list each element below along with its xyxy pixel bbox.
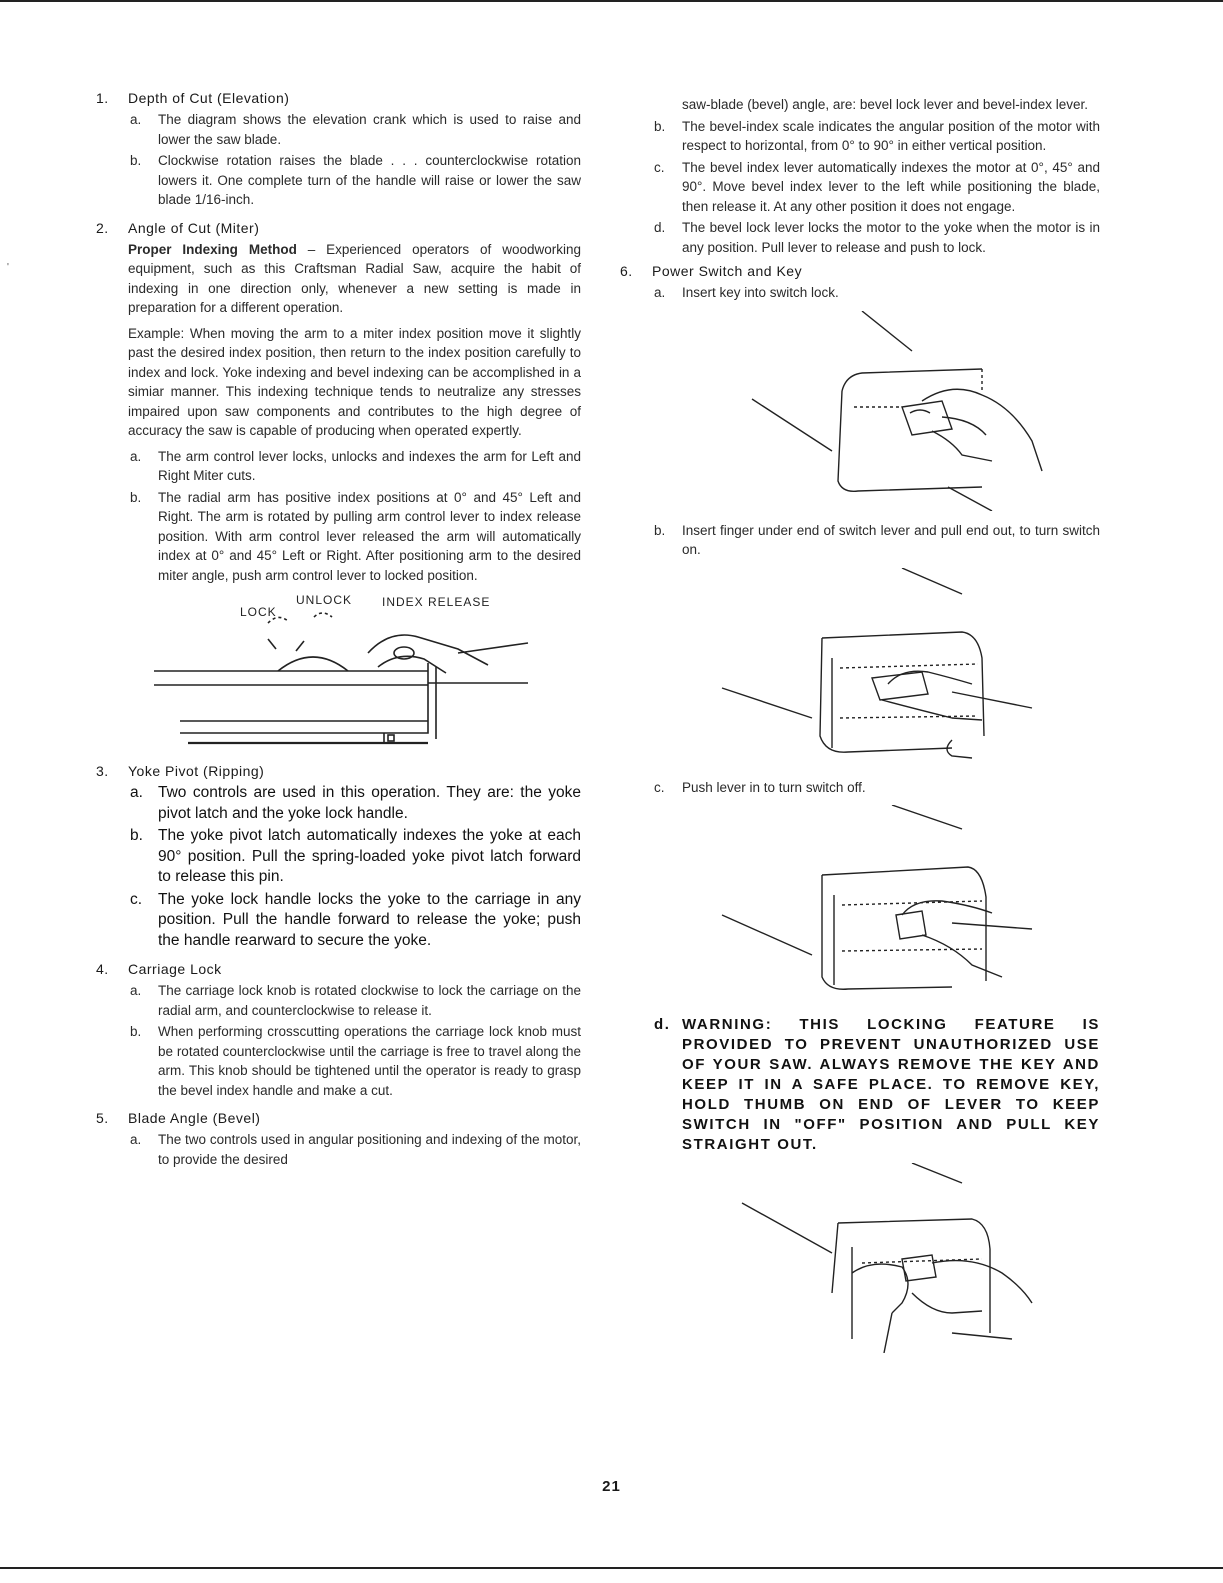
section-title: Carriage Lock <box>128 961 222 977</box>
fig-label-unlock: UNLOCK <box>296 593 353 607</box>
item-letter: b. <box>130 489 142 505</box>
remove-key-drawing <box>652 1163 1072 1353</box>
section-title: Blade Angle (Bevel) <box>128 1110 261 1126</box>
item-letter: b. <box>654 522 666 538</box>
item-letter: d. <box>654 220 666 235</box>
paragraph <box>128 240 581 318</box>
item-text: Insert key into switch lock. <box>682 285 839 300</box>
insert-key-drawing <box>652 311 1072 511</box>
item-letter: d. <box>654 1016 671 1033</box>
arm-control-lever-illustration <box>128 593 581 753</box>
paragraph: Example: When moving the arm to a miter index position move it slightly past the desired index position, then return to the index position carefully to index and lock. Yoke indexing and bevel indexing can be accomplished in a simiar manner. This indexing technique tends to neutralize any stresses impaired upon saw components and contributes to the high degree of accuracy the saw is capable of producing when operated expertly. <box>128 325 581 438</box>
list-item <box>128 981 581 1020</box>
paragraph-text: – Experienced operators of woodworking equipment, such as this Craftsman Radial Saw, acquire the habit of indexing in one direction only, whenever a new setting is made in preparation for a different operation. <box>128 241 581 315</box>
list-item <box>128 783 581 824</box>
item-letter: c. <box>654 779 665 795</box>
item-text: The bevel index lever automatically indexes the motor at 0°, 45° and 90°. Move bevel index lever to the left while positioning the blade, then release it. At any other position it does not engage. <box>682 159 1100 214</box>
bottom-border <box>0 1567 1223 1569</box>
section-title: Power Switch and Key <box>652 263 803 279</box>
item-letter: b. <box>654 118 666 134</box>
item-letter: b. <box>130 827 143 844</box>
list-item <box>128 890 581 952</box>
list-item <box>128 488 581 586</box>
item-letter: a. <box>130 983 142 998</box>
item-text: Insert finger under end of switch lever and pull end out, to turn switch on. <box>682 522 1100 557</box>
page-number: 21 <box>602 1478 621 1495</box>
item-text: The yoke lock handle locks the yoke to the carriage in any position. Pull the handle forward to release the yoke; push the handle rearward to secure the yoke. <box>158 890 581 949</box>
switch-on-drawing <box>652 568 1072 768</box>
section-depth-of-cut <box>96 90 581 210</box>
paragraph-heading: Proper Indexing Method <box>128 241 297 257</box>
fig-label-lock: LOCK <box>240 605 277 619</box>
list-item <box>652 158 1100 217</box>
list-item <box>128 826 581 888</box>
warning-text: WARNING: THIS LOCKING FEATURE IS PROVIDED TO PREVENT UNAUTHORIZED USE OF YOUR SAW. ALWAYS REMOVE THE KEY AND KEEP IT IN A SAFE PLACE. TO REMOVE KEY, HOLD THUMB ON END OF LEVER TO KEEP SWITCH IN "OFF" POSITION AND PULL KEY STRAIGHT OUT. <box>682 1016 1100 1153</box>
list-item <box>128 1130 581 1169</box>
switch-off-drawing <box>652 805 1072 1005</box>
list-item <box>128 110 581 149</box>
item-letter: b. <box>130 1024 142 1039</box>
item-text: The yoke pivot latch automatically indexes the yoke at each 90° position. Pull the spring-loaded yoke pivot latch forward to release this pin. <box>158 827 581 885</box>
item-text: When performing crosscutting operations the carriage lock knob must be rotated counterclockwise until the carriage is free to travel along the arm. This knob should be tightened until the operator is ready to grasp the bevel index handle and make a cut. <box>158 1024 581 1098</box>
item-letter: a. <box>654 285 666 300</box>
list-item-continued <box>652 95 1100 115</box>
section-number: 1. <box>96 90 109 106</box>
item-text: The carriage lock knob is rotated clockwise to lock the carriage on the radial arm, and counterclockwise to release it. <box>158 983 581 1018</box>
section-number: 5. <box>96 1110 109 1126</box>
list-item <box>128 447 581 486</box>
fig-label-index-release: INDEX RELEASE <box>382 595 491 609</box>
edge-mark: ' <box>7 262 9 273</box>
item-letter: c. <box>654 159 665 175</box>
list-item <box>128 1022 581 1100</box>
item-text: The two controls used in angular positioning and indexing of the motor, to provide the desired <box>158 1132 581 1167</box>
item-text: Two controls are used in this operation. They are: the yoke pivot latch and the yoke lock handle. <box>158 784 581 822</box>
section-blade-angle-continued <box>620 95 1100 257</box>
item-text: The diagram shows the elevation crank which is used to raise and lower the saw blade. <box>158 112 581 147</box>
section-number: 3. <box>96 763 109 779</box>
section-power-switch <box>620 263 1100 1353</box>
switch-on-illustration <box>652 568 1100 768</box>
remove-key-illustration <box>652 1163 1100 1353</box>
list-item <box>652 218 1100 257</box>
item-letter: a. <box>130 448 142 464</box>
switch-off-illustration <box>652 805 1100 1005</box>
section-blade-angle <box>96 1110 581 1169</box>
top-border <box>0 0 1223 2</box>
item-letter: a. <box>130 784 143 801</box>
section-number: 6. <box>620 263 633 279</box>
item-letter: b. <box>130 153 142 168</box>
item-text: Clockwise rotation raises the blade . . . counterclockwise rotation lowers it. One complete turn of the handle will raise or lower the saw blade 1/16-inch. <box>158 153 581 207</box>
list-item <box>652 778 1100 798</box>
left-column <box>96 90 581 1179</box>
section-carriage-lock <box>96 961 581 1100</box>
list-item <box>652 521 1100 560</box>
section-angle-of-cut <box>96 220 581 754</box>
arm-lever-drawing <box>128 593 548 753</box>
item-text: The bevel lock lever locks the motor to the yoke when the motor is in any position. Pull lever to release and push to lock. <box>682 220 1100 255</box>
list-item-warning <box>652 1015 1100 1155</box>
item-text: The radial arm has positive index positions at 0° and 45° Left and Right. The arm is rotated by pulling arm control lever to index release position. With arm control lever released the arm will automatically index at 0° and 45° Left or Right. After positioning arm to the desired miter angle, push arm control lever to locked position. <box>158 489 581 583</box>
section-number: 4. <box>96 961 109 977</box>
item-letter: a. <box>130 112 142 127</box>
item-text: Push lever in to turn switch off. <box>682 779 866 795</box>
section-yoke-pivot <box>96 763 581 951</box>
item-letter: a. <box>130 1132 142 1147</box>
section-title: Depth of Cut (Elevation) <box>128 90 290 106</box>
item-text: The bevel-index scale indicates the angular position of the motor with respect to horizontal, from 0° to 90° in either vertical position. <box>682 118 1100 153</box>
item-letter: c. <box>130 890 143 908</box>
section-number: 2. <box>96 219 109 236</box>
item-text: The arm control lever locks, unlocks and indexes the arm for Left and Right Miter cuts. <box>158 448 581 483</box>
list-item <box>652 117 1100 156</box>
right-column <box>620 95 1100 1363</box>
insert-key-illustration <box>652 311 1100 511</box>
section-title: Angle of Cut (Miter) <box>128 219 260 236</box>
item-text: saw-blade (bevel) angle, are: bevel lock lever and bevel-index lever. <box>682 97 1088 112</box>
list-item <box>652 283 1100 303</box>
list-item <box>128 151 581 210</box>
section-title: Yoke Pivot (Ripping) <box>128 763 265 779</box>
